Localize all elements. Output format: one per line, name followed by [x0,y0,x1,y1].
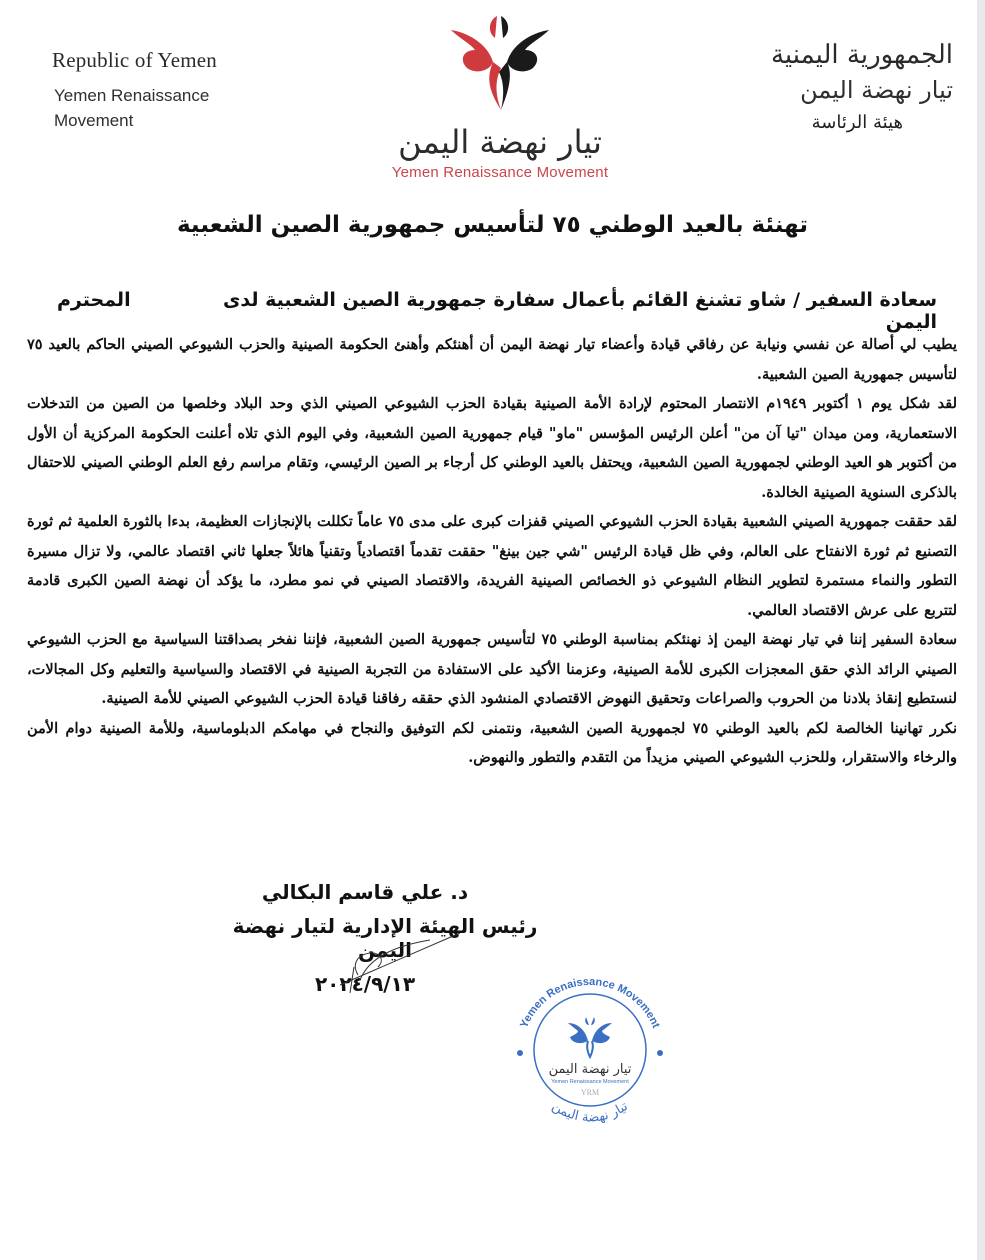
yrm-leaf-logo-icon [445,10,555,120]
letter-date: ٢٠٢٤/٩/١٣ [314,972,416,996]
svg-text:YRM: YRM [580,1088,600,1097]
org-name-ar: تيار نهضة اليمن [800,76,953,104]
svg-text:Yemen Renaissance Movement: Yemen Renaissance Movement [518,975,662,1030]
paragraph: لقد شكل يوم ١ أكتوبر ١٩٤٩م الانتصار المحتوم لإرادة الأمة الصينية بقيادة الحزب الشيوعي الصيني الذي وحد البلاد وخلصها من الصين من التدخلات الاستعمارية، ومن ميدان "تيا آن من" أعلن الرئيس المؤسس "ماو" قيام جمهورية الصين الشعبية، وفي اليوم الذي تلاه أعلنت الحكومة المركزية أن الأول من أكتوبر هو العيد الوطني لجمهورية الصين الشعبية، ويحتفل بالعيد الوطني كل أرجاء بر الصين الرئيسي، وتقام مراسم رفع العلم الوطني الصيني للاحتفال بالذكرى السنوية الصينية الخالدة. [27,395,957,501]
svg-text:تيار نهضة اليمن: تيار نهضة اليمن [548,1062,632,1077]
presidency-label: هيئة الرئاسة [811,112,903,133]
signatory-role: رئيس الهيئة الإدارية لتيار نهضة اليمن [232,914,538,962]
org-name-en-line2: Movement [54,111,134,130]
org-name-en-line1: Yemen Renaissance [54,86,210,105]
addressee-line [57,289,937,333]
header-english-block [52,48,217,133]
organization-stamp-icon [500,965,680,1125]
letter-body [27,330,957,773]
paragraph: يطيب لي أصالة عن نفسي ونيابة عن رفاقي قيادة وأعضاء تيار نهضة اليمن أن أهنئكم وأهنئ الحكومة الصينية والحزب الشيوعي الصيني الحاكم بالعيد ٧٥ لتأسيس جمهورية الصين الشعبية. [27,336,957,383]
page-edge [977,0,985,1260]
header-arabic-block [771,40,953,133]
logo-arabic-name: تيار نهضة اليمن [398,123,602,161]
addressee-name: سعادة السفير / شاو تشنغ القائم بأعمال سفارة جمهورية الصين الشعبية لدى اليمن [223,289,937,333]
handwritten-signature-icon [330,925,470,995]
letter-title: تهنئة بالعيد الوطني ٧٥ لتأسيس جمهورية الصين الشعبية [176,212,809,238]
paragraph: نكرر تهانينا الخالصة لكم بالعيد الوطني ٧٥ لجمهورية الصين الشعبية، ونتمنى لكم التوفيق والنجاح في مهامكم الدبلوماسية، وللأمة الصينية دوام الأمن والرخاء والاستقرار، وللحزب الشيوعي الصيني مزيداً من التقدم والتطور والنهوض. [27,719,957,766]
signatory-name: د. علي قاسم البكالي [261,880,469,904]
addressee-honorific: المحترم [57,289,131,311]
svg-text:تيار نهضة اليمن: تيار نهضة اليمن [549,1099,631,1125]
svg-text:Yemen Renaissance Movement: Yemen Renaissance Movement [551,1079,629,1085]
header-logo-block [355,10,645,181]
paragraph: سعادة السفير إننا في تيار نهضة اليمن إذ نهنئكم بمناسبة الوطني ٧٥ لتأسيس جمهورية الصين الشعبية، فإننا نفخر بصداقتنا السياسية مع الحزب الشيوعي الصيني الرائد الذي حقق المعجزات الكبرى للأمة الصينية، وعزمنا الأكيد على الاستفادة من التجربة الصينية في الاقتصاد والسياسية والتعليم وكل المجالات، لنستطيع إنقاذ بلادنا من الحروب والصراعات وتحقيق النهوض الاقتصادي المنشود الذي حققه رفاقنا قيادة الحزب الشيوعي الصيني للأمة الصينية. [27,631,957,707]
country-name-en: Republic of Yemen [52,48,217,72]
logo-english-name: Yemen Renaissance Movement [391,164,609,181]
country-name-ar: الجمهورية اليمنية [770,40,953,70]
paragraph: لقد حققت جمهورية الصيني الشعبية بقيادة الحزب الشيوعي الصيني قفزات كبرى على مدى ٧٥ عاماً تكللت بالإنجازات العظيمة، بدءا بالثورة العلمية ثم ثورة التصنيع ثم ثورة الانفتاح على العالم، وفي ظل قيادة الرئيس "شي جين بينغ" حققت تقدماً اقتصادياً وتقنياً هائلاً جعلها ثاني اقتصاد عالمي، ولا تزال مسيرة التطور والنماء مستمرة لتطوير النظام الشيوعي ذو الخصائص الصينية الفريدة، والاقتصاد الصيني في نمو مطرد، ما يؤكد أن نهضة الصين الكبرى قادمة لتتربع على عرش الاقتصاد العالمي. [27,513,957,619]
